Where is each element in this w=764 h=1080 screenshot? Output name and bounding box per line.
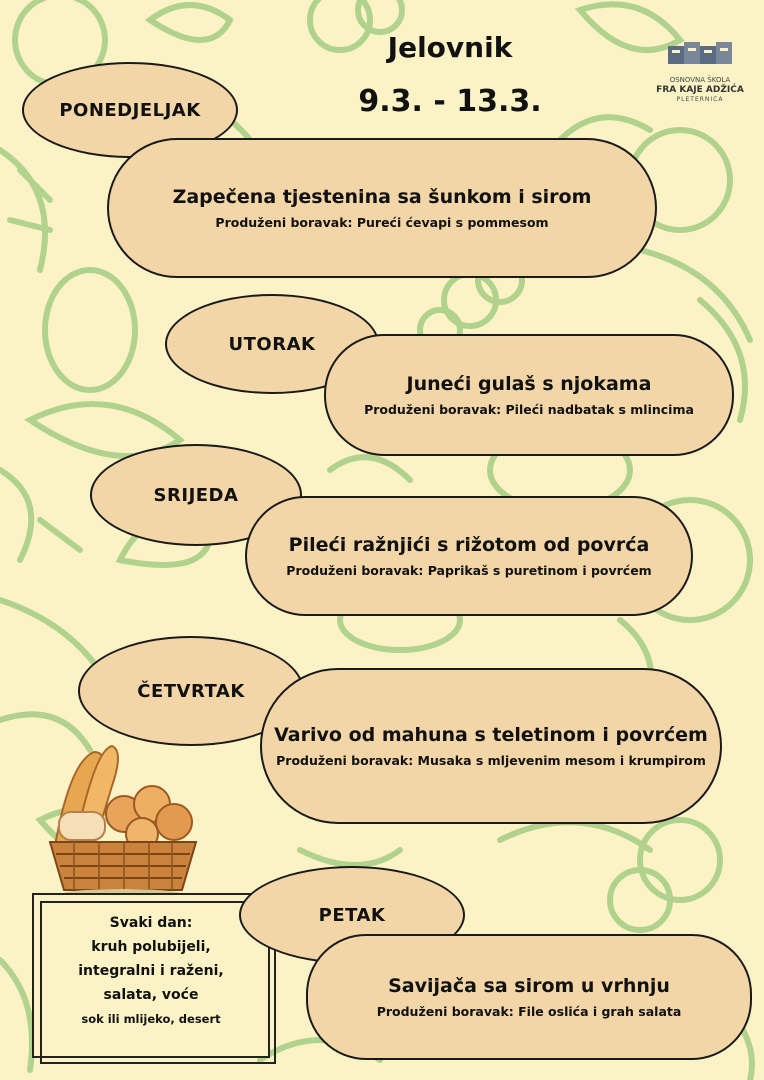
meal-extra-friday: Produženi boravak: File oslića i grah salata [376,1004,682,1019]
date-range: 9.3. - 13.3. [358,84,542,119]
bread-basket-icon [44,742,200,902]
meal-extra-wednesday: Produženi boravak: Paprikaš s puretinom i povrćem [286,563,652,578]
meal-card-friday [306,934,752,1060]
day-label-wednesday: SRIJEDA [90,444,302,546]
day-label-monday: PONEDJELJAK [22,62,238,158]
day-label-friday: PETAK [239,866,465,964]
meal-card-thursday [260,668,722,824]
meal-card-monday [107,138,657,278]
school-line-1: OSNOVNA ŠKOLA [669,76,731,84]
meal-card-wednesday [245,496,693,616]
daily-items-box [32,893,270,1058]
daily-line-5: sok ili mlijeko, desert [81,1012,221,1026]
meal-card-tuesday [324,334,734,456]
meal-main-thursday: Varivo od mahuna s teletinom i povrćem [274,724,708,746]
day-label-thursday: ČETVRTAK [78,636,304,746]
daily-line-1: Svaki dan: [109,915,193,931]
meal-extra-thursday: Produženi boravak: Musaka s mljevenim mesom i krumpirom [276,753,706,768]
day-label-tuesday: UTORAK [165,294,379,394]
meal-main-monday: Zapečena tjestenina sa šunkom i sirom [172,186,592,208]
meal-extra-monday: Produženi boravak: Pureći ćevapi s pommesom [215,215,549,230]
meal-main-wednesday: Pileći ražnjići s rižotom od povrća [288,534,650,556]
school-line-3: PLETERNICA [676,96,724,103]
school-line-2: FRA KAJE ADŽIĆA [656,85,744,95]
meal-main-tuesday: Juneći gulaš s njokama [406,373,652,395]
daily-items-text [42,911,260,1031]
meal-extra-tuesday: Produženi boravak: Pileći nadbatak s mlincima [364,402,694,417]
school-logo-icon [668,42,732,68]
meal-main-friday: Savijača sa sirom u vrhnju [388,975,670,997]
daily-line-3: integralni i raženi, [78,963,224,979]
daily-line-2: kruh polubijeli, [91,939,211,955]
daily-line-4: salata, voće [103,987,199,1003]
school-logo [650,42,750,104]
page-title: Jelovnik [387,31,513,64]
